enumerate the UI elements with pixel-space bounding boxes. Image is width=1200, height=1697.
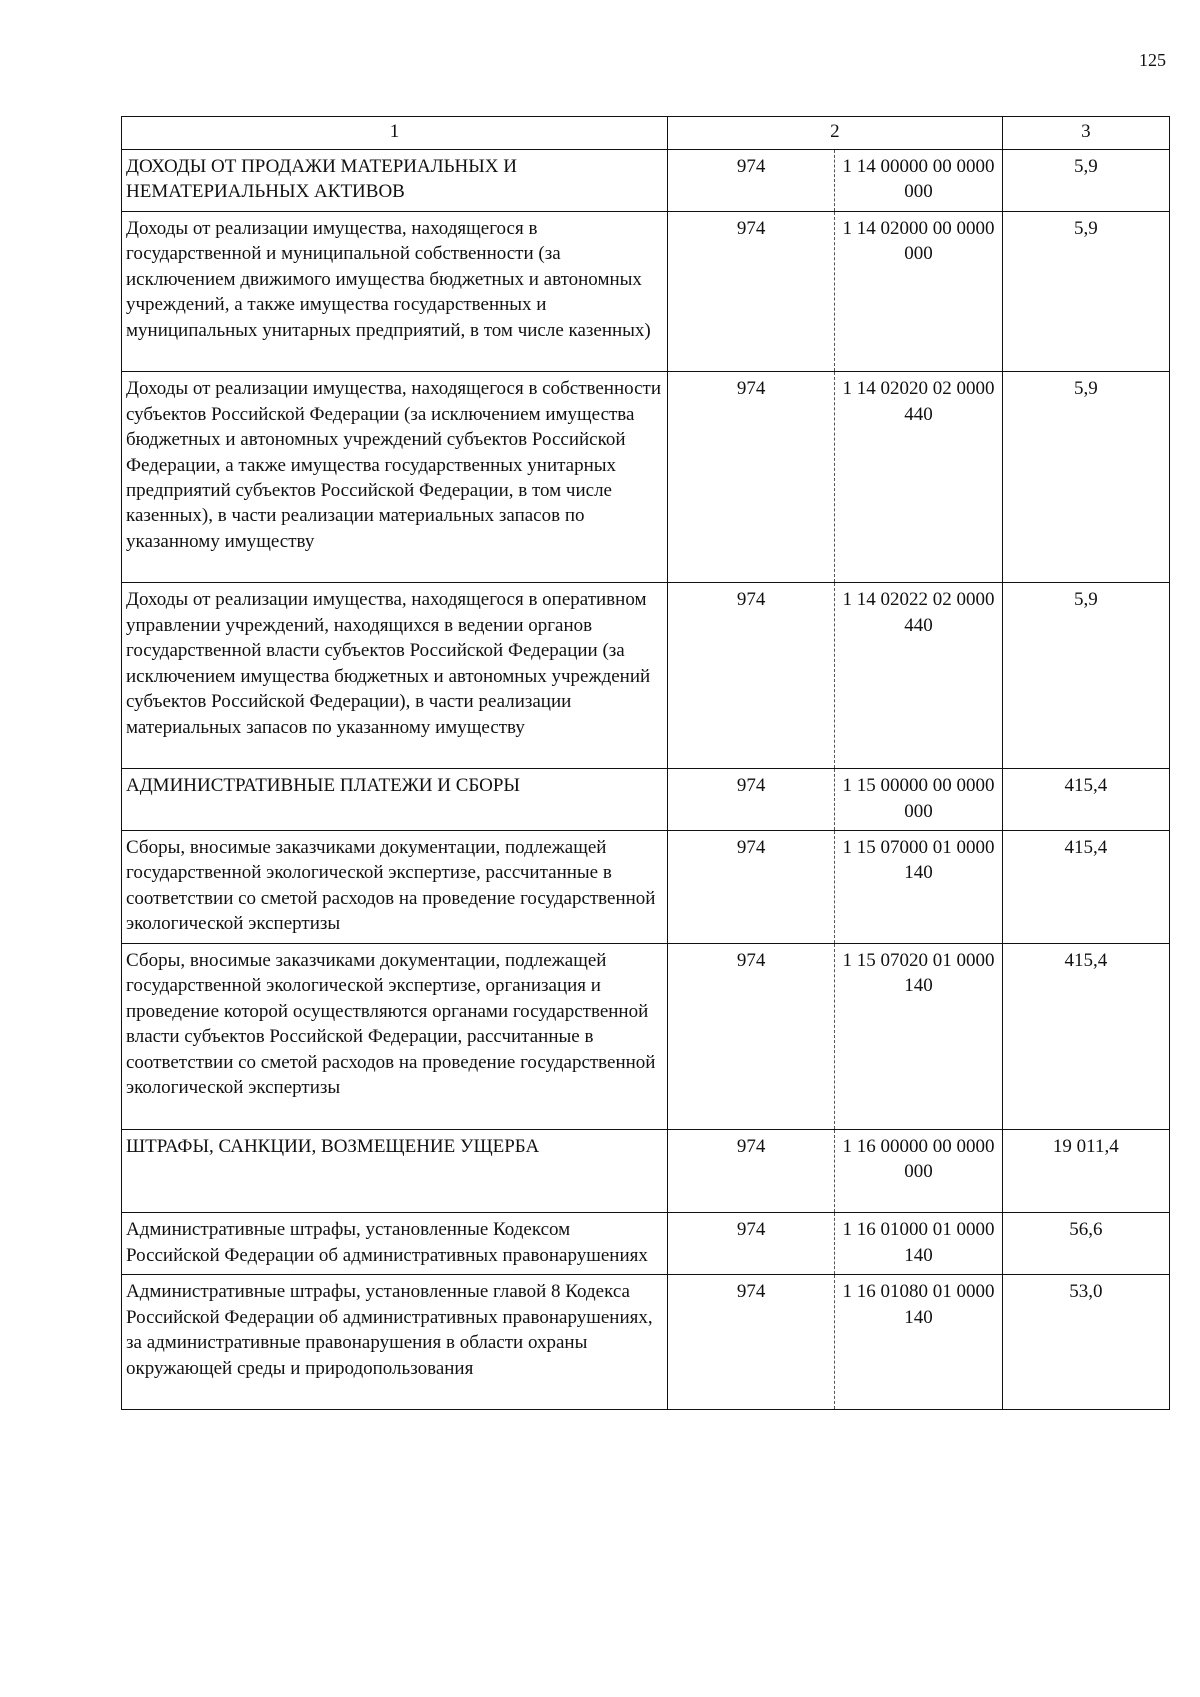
header-col-2: 2: [668, 117, 1003, 150]
row-classification-code: 1 14 02000 00 0000 000: [835, 211, 1002, 371]
row-name: АДМИНИСТРАТИВНЫЕ ПЛАТЕЖИ И СБОРЫ: [122, 769, 668, 831]
row-name: Доходы от реализации имущества, находящегося в оперативном управлении учреждений, находящихся в ведении органов государственной власти субъектов Российской Федерации (за исключением имущества бюджетных и автономных учреждений субъектов Российской Федерации), в части реализации материальных запасов по указанному имуществу: [122, 583, 668, 769]
row-amount: 53,0: [1002, 1275, 1169, 1410]
table-row: [122, 943, 1170, 1129]
table-row: [122, 1275, 1170, 1410]
row-amount: 415,4: [1002, 769, 1169, 831]
table-row: [122, 583, 1170, 769]
row-classification-code: 1 14 00000 00 0000 000: [835, 150, 1002, 212]
table-row: [122, 372, 1170, 583]
table-row: [122, 769, 1170, 831]
row-admin-code: 974: [668, 943, 835, 1129]
row-classification-code: 1 14 02022 02 0000 440: [835, 583, 1002, 769]
row-name: ШТРАФЫ, САНКЦИИ, ВОЗМЕЩЕНИЕ УЩЕРБА: [122, 1129, 668, 1213]
table-row: [122, 1129, 1170, 1213]
row-amount: 415,4: [1002, 830, 1169, 943]
table-row: [122, 150, 1170, 212]
row-admin-code: 974: [668, 1275, 835, 1410]
row-amount: 415,4: [1002, 943, 1169, 1129]
row-classification-code: 1 15 07020 01 0000 140: [835, 943, 1002, 1129]
row-admin-code: 974: [668, 1213, 835, 1275]
row-admin-code: 974: [668, 1129, 835, 1213]
header-col-1: 1: [122, 117, 668, 150]
row-name: Сборы, вносимые заказчиками документации, подлежащей государственной экологической экспертизе, организация и проведение которой осуществляются органами государственной власти субъектов Российской Федерации, рассчитанные в соответствии со сметой расходов на проведение государственной экологической экспертизы: [122, 943, 668, 1129]
table-row: [122, 830, 1170, 943]
row-admin-code: 974: [668, 150, 835, 212]
row-amount: 5,9: [1002, 372, 1169, 583]
row-name: Доходы от реализации имущества, находящегося в собственности субъектов Российской Федерации (за исключением имущества бюджетных и автономных учреждений субъектов Российской Федерации, а также имущества государственных унитарных предприятий субъектов Российской Федерации, в том числе казенных), в части реализации материальных запасов по указанному имуществу: [122, 372, 668, 583]
row-amount: 56,6: [1002, 1213, 1169, 1275]
table-row: [122, 211, 1170, 371]
row-amount: 5,9: [1002, 150, 1169, 212]
header-col-3: 3: [1002, 117, 1169, 150]
row-admin-code: 974: [668, 769, 835, 831]
row-classification-code: 1 16 01000 01 0000 140: [835, 1213, 1002, 1275]
table-row: [122, 1213, 1170, 1275]
row-amount: 5,9: [1002, 211, 1169, 371]
row-classification-code: 1 14 02020 02 0000 440: [835, 372, 1002, 583]
page-number: 125: [1139, 50, 1166, 70]
row-amount: 19 011,4: [1002, 1129, 1169, 1213]
row-name: Сборы, вносимые заказчиками документации, подлежащей государственной экологической экспертизе, рассчитанные в соответствии со сметой расходов на проведение государственной экологической экспертизы: [122, 830, 668, 943]
row-admin-code: 974: [668, 372, 835, 583]
row-classification-code: 1 16 01080 01 0000 140: [835, 1275, 1002, 1410]
row-admin-code: 974: [668, 583, 835, 769]
row-classification-code: 1 16 00000 00 0000 000: [835, 1129, 1002, 1213]
row-name: ДОХОДЫ ОТ ПРОДАЖИ МАТЕРИАЛЬНЫХ И НЕМАТЕРИАЛЬНЫХ АКТИВОВ: [122, 150, 668, 212]
row-classification-code: 1 15 00000 00 0000 000: [835, 769, 1002, 831]
row-name: Административные штрафы, установленные главой 8 Кодекса Российской Федерации об административных правонарушениях, за административные правонарушения в области охраны окружающей среды и природопользования: [122, 1275, 668, 1410]
row-name: Доходы от реализации имущества, находящегося в государственной и муниципальной собственности (за исключением движимого имущества бюджетных и автономных учреждений, а также имущества государственных и муниципальных унитарных предприятий, в том числе казенных): [122, 211, 668, 371]
row-admin-code: 974: [668, 830, 835, 943]
revenue-table: [121, 116, 1170, 1410]
row-classification-code: 1 15 07000 01 0000 140: [835, 830, 1002, 943]
row-admin-code: 974: [668, 211, 835, 371]
row-amount: 5,9: [1002, 583, 1169, 769]
row-name: Административные штрафы, установленные Кодексом Российской Федерации об административных правонарушениях: [122, 1213, 668, 1275]
revenue-table-container: [121, 116, 1170, 1410]
table-header-row: [122, 117, 1170, 150]
